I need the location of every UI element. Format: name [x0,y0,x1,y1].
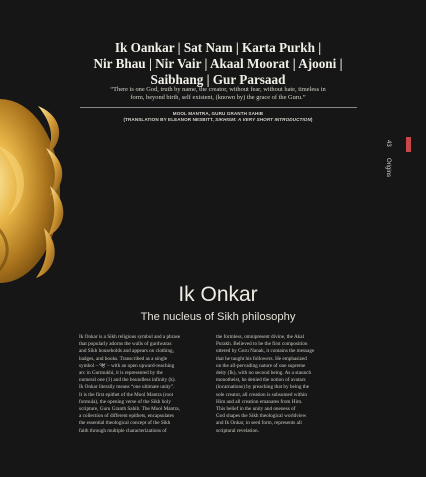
mool-mantra-heading [60,40,376,88]
body-line: Him and all creation emanates from Him. [216,398,303,405]
section-label: Origins [385,158,391,178]
body-line: on the all-pervading nature of one supreme [216,362,306,369]
body-line: the essential theological concept of the Sikh [79,420,171,427]
body-line: the formless, omnipresent divine, the Akal [216,334,305,340]
source-book-title: SIKHISM: A VERY SHORT INTRODUCTION [215,117,311,122]
body-line: arc in Gurmukhi, it is represented by the [79,370,163,377]
body-line: that popularly adorns the walls of gurdwaras [79,341,172,348]
body-line: scriptural revelation. [216,427,259,434]
body-line: formula), the opening verse of the Sikh holy [79,398,171,405]
body-line: uttered by Guru Nanak, it contains the message [216,348,315,355]
body-line: (incarnations) by preaching that by being the [216,384,310,391]
body-line: numeral one (1) and the boundless infinity (k). [79,377,176,384]
body-line: symbol – ੴ – with an open upward-reaching [79,362,175,369]
quote-source [60,111,376,123]
body-line: Ik Onkar is a Sikh religious symbol and a phrase [79,334,180,340]
article-column-2 [216,334,348,435]
article-title: Ik Onkar [178,283,258,306]
page-number: 43 [385,140,391,147]
section-tab [406,137,411,152]
divider [80,107,357,108]
mantra-line: Ik Oankar | Sat Nam | Karta Purkh | [114,40,322,55]
body-line: and Ik Onkar, in seed form, represents all [216,420,302,427]
article-column-1 [79,334,211,435]
body-line: faith through multiple characterizations of [79,427,167,434]
body-line: This belief in the unity and oneness of [216,406,296,413]
body-line: badges, and books. Transcribed as a single [79,355,168,362]
body-line: monotheist, he denied the notion of avatars [216,377,306,384]
body-line: God shapes the Sikh theological worldview [216,413,307,420]
article-subtitle: The nucleus of Sikh philosophy [140,311,296,323]
mantra-translation [66,86,370,102]
golden-khanda-ornament-icon [0,86,68,296]
body-line: It is the first epithet of the Mool Mantra (root [79,391,174,398]
body-line: Ik Onkar literally means “one ultimate unity”. [79,384,175,391]
body-line: sole creator, all creation is subsumed within [216,391,307,398]
source-line: MOOL MANTRA, GURU GRANTH SAHIB [172,111,264,116]
body-line: deity (Ik), with no second being. As a staunch [216,370,312,377]
body-line: a collection of different epithets, encapsulates [79,413,174,420]
source-prefix: (TRANSLATION BY ELEANOR NESBITT, [123,117,216,122]
body-line: scripture, Guru Granth Sahib. The Mool Mantra, [79,406,180,413]
mantra-line: Saibhang | Gur Parsaad [150,72,286,87]
source-citation [60,117,376,123]
body-line: and Sikh households and appears on clothing, [79,348,174,355]
body-line: that he taught his followers. He emphasized [216,355,307,362]
body-line: Purakh. Believed to be the first composition [216,341,308,348]
translation-line: form, beyond birth, self existent, (known by) the grace of the Guru.” [130,94,306,101]
source-suffix: ) [310,117,313,122]
mantra-line: Nir Bhau | Nir Vair | Akaal Moorat | Ajooni | [93,56,343,71]
translation-line: “There is one God, truth by name, the creator, without fear, without hate, timeless in [110,86,326,93]
